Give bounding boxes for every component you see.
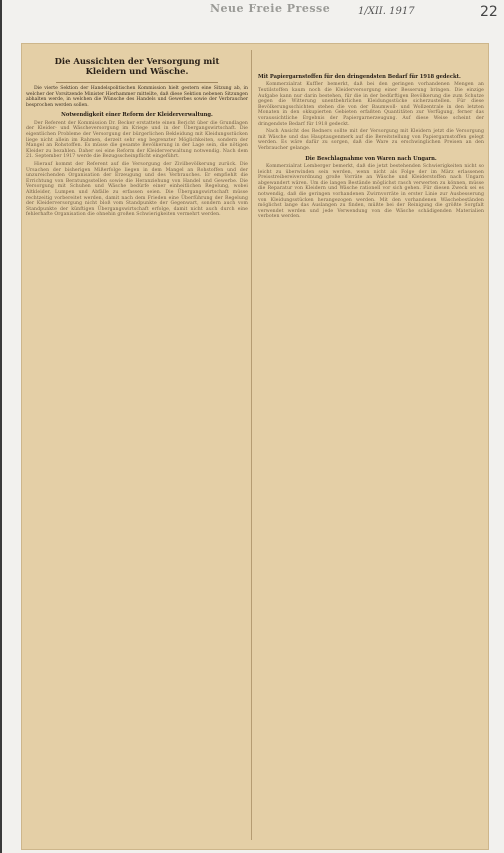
page-number: 22 [480,4,498,20]
intro-paragraph: Die vierte Sektion der Handelspolitischen Kommission hielt gestern eine Sitzung ab, in welcher der Vorsitzende Minister Hierhammer mitteilte, daß diese Sektion nebenen Sitzungen abhalten werde, in welchen die Wünsche des Handels und Gewerbes sowie der Verbraucher besprochen werden sollen. [26,86,248,108]
body-paragraph-1: Der Referent der Kommission Dr. Becker erstattete einen Bericht über die Grundlagen der Kleider- und Wäscheversorgung im Kriege und in der Übergangswirtschaft. Die eigentlichen Probleme der Versorgung der bürgerlichen Bekleidung mit Kleidungsstücken liege nicht allein im Rahmen, derzeit sehr eng begrenzter Möglichkeiten, sondern der Mangel an Rohstoffen. Es müsse die gesamte Bevölkerung in der Lage sein, die nötigen Kleider zu bezahlen. Daher sei eine Reform der Kleiderverwaltung notwendig. Nach dem 21. September 1917 werde die Bezugsscheinpflicht eingeführt. [26,120,248,160]
body-paragraph-2: Hierauf kommt der Referent auf die Versorgung der Zivilbevölkerung zurück. Die Ursachen der bisherigen Mißerfolge liegen in dem Mangel an Rohstoffen und der unzureichenden Organisation der Erzeugung und des Verbrauches. Er empfiehlt die Errichtung von Beratungsstellen sowie die Heranziehung von Handel und Gewerbe. Die Versorgung mit Schuhen und Wäsche bedürfe einer einheitlichen Regelung, wobei Altkleider, Lumpen und Abfälle zu erfassen seien. Die Übergangswirtschaft müsse rechtzeitig vorbereitet werden, damit nach dem Frieden eine Überführung der Regelung der Kleiderversorgung nicht bloß vom Standpunkte der Gegenwart, sondern auch vom Standpunkte der künftigen Übergangswirtschaft erfolge, damit nicht auch durch eine fehlerhafte Organisation die ohnehin großen Schwierigkeiten vermehrt werden. [26,161,248,218]
title-rule [56,82,218,83]
newspaper-clipping [22,44,488,849]
section-title-ungarn: Die Beschlagnahme von Waren nach Ungarn. [305,155,437,162]
section-title-papiergarn: Mit Papiergarnstoffen für den dringendsten Bedarf für 1918 gedeckt. [258,74,461,80]
body-paragraph-4: Nach Ansicht des Redners sollte mit der Versorgung mit Kleidern jetzt die Versorgung mit Wäsche und das Hauptaugenmerk auf die Bereitstellung von Papiergarnstoffen gelegt werden. Es wäre dafür zu sorgen, daß die Ware zu erschwinglichen Preisen an den Verbraucher gelange. [258,129,484,151]
newspaper-name-stamp: Neue Freie Presse [210,2,331,15]
section-title-reform: Notwendigkeit einer Reform der Kleiderverwaltung. [61,112,213,119]
left-column [26,44,248,844]
body-paragraph-5: Kommerzialrat Lemberger bemerkt, daß die jetzt bestehenden Schwierigkeiten nicht so leicht zu überwinden sein werden, wenn nicht als Folge der im März erlassenen Preisstreibereiverordnung große Vorräte an Wäsche und Kleiderstoffen nach Ungarn abgewandert wären. Um die langen Bestände möglichst rasch verwerten zu können, müsse die Reparatur von Kleidern und Wäsche rationell vor sich gehen. Für diesen Zweck sei es notwendig, daß die geringen vorhandenen Zwirnvorräte in erster Linie zur Ausbesserung von Kleidungsstücken herangezogen werden. Mit den vorhandenen Wäschebeständen möglichst lange das Auslangen zu finden, müßte bei der Reinigung die größte Sorgfalt verwendet werden und jede Verwendung von die Wäsche schädigenden Materialien verboten werden. [258,163,484,220]
article-title: Die Aussichten der Versorgung mit Kleidern und Wäsche. [54,56,220,76]
body-paragraph-3: Kommerzialrat Kuffler bemerkt, daß bei den geringen vorhandenen Mengen an Textilstoffen kaum noch die Kleiderversorgung einer Besserung bringen. Die einzige Aufgabe kann nur darin bestehen, für die in der bedürftigen Bevölkerung die zum Schutze gegen die Witterung unentbehrlichen Kleidungsstücke sicherzustellen. Für diese Bevölkerungsschichten stehen die von der Baumwoll- und Wollzentrale in den letzten Monaten in den okkupierten Gebieten erfaßten Quantitäten zur Verfügung, ferner das voraussichtliche Ergebnis der Papiergarnerzeugung. Auf diese Weise scheint der dringendste Bedarf für 1918 gedeckt. [258,82,484,127]
handwritten-date: 1/XII. 1917 [358,6,415,17]
right-column [258,44,484,580]
column-divider [251,50,252,840]
